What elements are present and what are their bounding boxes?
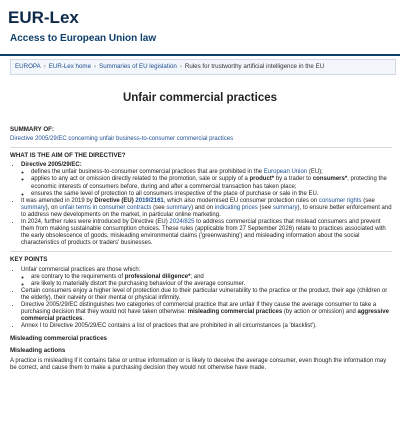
breadcrumb-separator: ›	[43, 63, 46, 70]
misleading-actions-text: A practice is misleading if it contains false or untrue information or is likely to deceive the average consumer, even though the information may be correct, and cause them to make a purchasing decision they would not otherwise have made.	[10, 357, 387, 371]
key-points-list	[10, 267, 392, 331]
aim-heading: WHAT IS THE AIM OF THE DIRECTIVE?	[10, 152, 126, 160]
brand-bar	[0, 54, 400, 56]
breadcrumb-europa[interactable]: EUROPA	[15, 63, 41, 70]
breadcrumb-eurlex-home[interactable]: EUR-Lex home	[48, 63, 92, 70]
summary-heading: SUMMARY OF:	[10, 126, 54, 133]
key-points-heading: KEY POINTS	[10, 256, 48, 264]
list-item: ◦ are contrary to the requirements of professional diligence*; and	[31, 274, 392, 281]
list-item	[21, 162, 392, 197]
directive-2024-825-link[interactable]: 2024/825	[169, 219, 195, 226]
divider	[10, 251, 392, 252]
list-item: • In 2024, further rules were introduced by Directive (EU) 2024/825 to address commercial practices that mislead consumers and prevent them from making sustainable consumption choices. These rules (applicable from 27 September 2026) relate to practices associated with the early obsolescence of goods, misleading environmental claims ('greenwashing') and misleading information about the social characteristics of products or traders' businesses.	[21, 219, 392, 247]
summary-link[interactable]: summary	[21, 204, 46, 211]
list-item: ◦ defines the unfair business-to-consumer commercial practices that are prohibited in the European Union (EU);	[31, 169, 392, 176]
directive-link[interactable]: Directive 2005/29/EC concerning unfair business-to-consumer commercial practices	[10, 136, 234, 143]
site-subtitle: Access to European Union law	[10, 33, 157, 44]
list-item: • Annex I to Directive 2005/29/EC contains a list of practices that are prohibited in all circumstances (a 'blacklist').	[21, 323, 392, 330]
eu-link[interactable]: European Union	[263, 169, 308, 176]
list-item: • Certain consumers enjoy a higher level of protection due to their particular vulnerability to the practice or the product, their age (children or the elderly), their naivety or their mental or physical infirmity.	[21, 288, 392, 302]
aim-list	[10, 162, 392, 247]
aim-item1-label: Directive 2005/29/EC:	[21, 162, 82, 169]
breadcrumb	[10, 59, 396, 75]
misleading-actions-heading: Misleading actions	[10, 347, 66, 355]
directive-2019-2161-link[interactable]: 2019/2161	[135, 197, 164, 204]
list-item: • It was amended in 2019 by Directive (EU) 2019/2161, which also modernised EU consumer protection rules on consumer rights (see summary), on unfair terms in consumer contracts (see summary) and on indicating prices (see summary), to ensure better enforcement and to address new developments on the market, in particular online marketing.	[21, 198, 392, 219]
unfair-terms-link[interactable]: unfair terms in consumer contracts	[59, 204, 152, 211]
page-title: Unfair commercial practices	[122, 92, 278, 104]
breadcrumb-separator: ›	[94, 63, 97, 70]
eurlex-logo[interactable]: EUR-Lex	[8, 8, 79, 27]
list-item: ◦ applies to any act or omission directly related to the promotion, sale or supply of a product* by a trader to consumers*, protecting the economic interests of consumers before, during and after a commercial transaction has taken place;	[31, 176, 392, 190]
consumer-rights-link[interactable]: consumer rights	[318, 197, 362, 204]
indicating-prices-link[interactable]: indicating prices	[214, 204, 258, 211]
breadcrumb-separator: ›	[179, 63, 182, 70]
divider	[10, 147, 392, 148]
list-item: ◦ ensures the same level of protection to all consumers irrespective of the place of purchase or sale in the EU.	[31, 191, 392, 198]
main-content	[10, 126, 392, 376]
list-item: ◦ are likely to materially distort the purchasing behaviour of the average consumer.	[31, 281, 392, 288]
list-item: • Directive 2005/29/EC distinguishes two categories of commercial practice that are unfair if they cause the average consumer to take a purchasing decision that they would not have taken otherwise: misleading commercial practices (by action or omission) and aggressive commercial practices.	[21, 302, 392, 323]
breadcrumb-summaries[interactable]: Summaries of EU legislation	[99, 63, 177, 70]
summary-link[interactable]: summary	[272, 204, 298, 211]
summary-link[interactable]: summary	[166, 204, 192, 211]
breadcrumb-current: Rules for trustworthy artificial intelligence in the EU	[184, 63, 325, 70]
misleading-practices-heading: Misleading commercial practices	[10, 335, 107, 343]
site-header	[0, 0, 400, 56]
list-item: • Unfair commercial practices are those which: ◦ are contrary to the requirements of professional diligence*; and ◦ are likely to materially distort the purchasing behaviour of the average consumer.	[21, 267, 392, 288]
